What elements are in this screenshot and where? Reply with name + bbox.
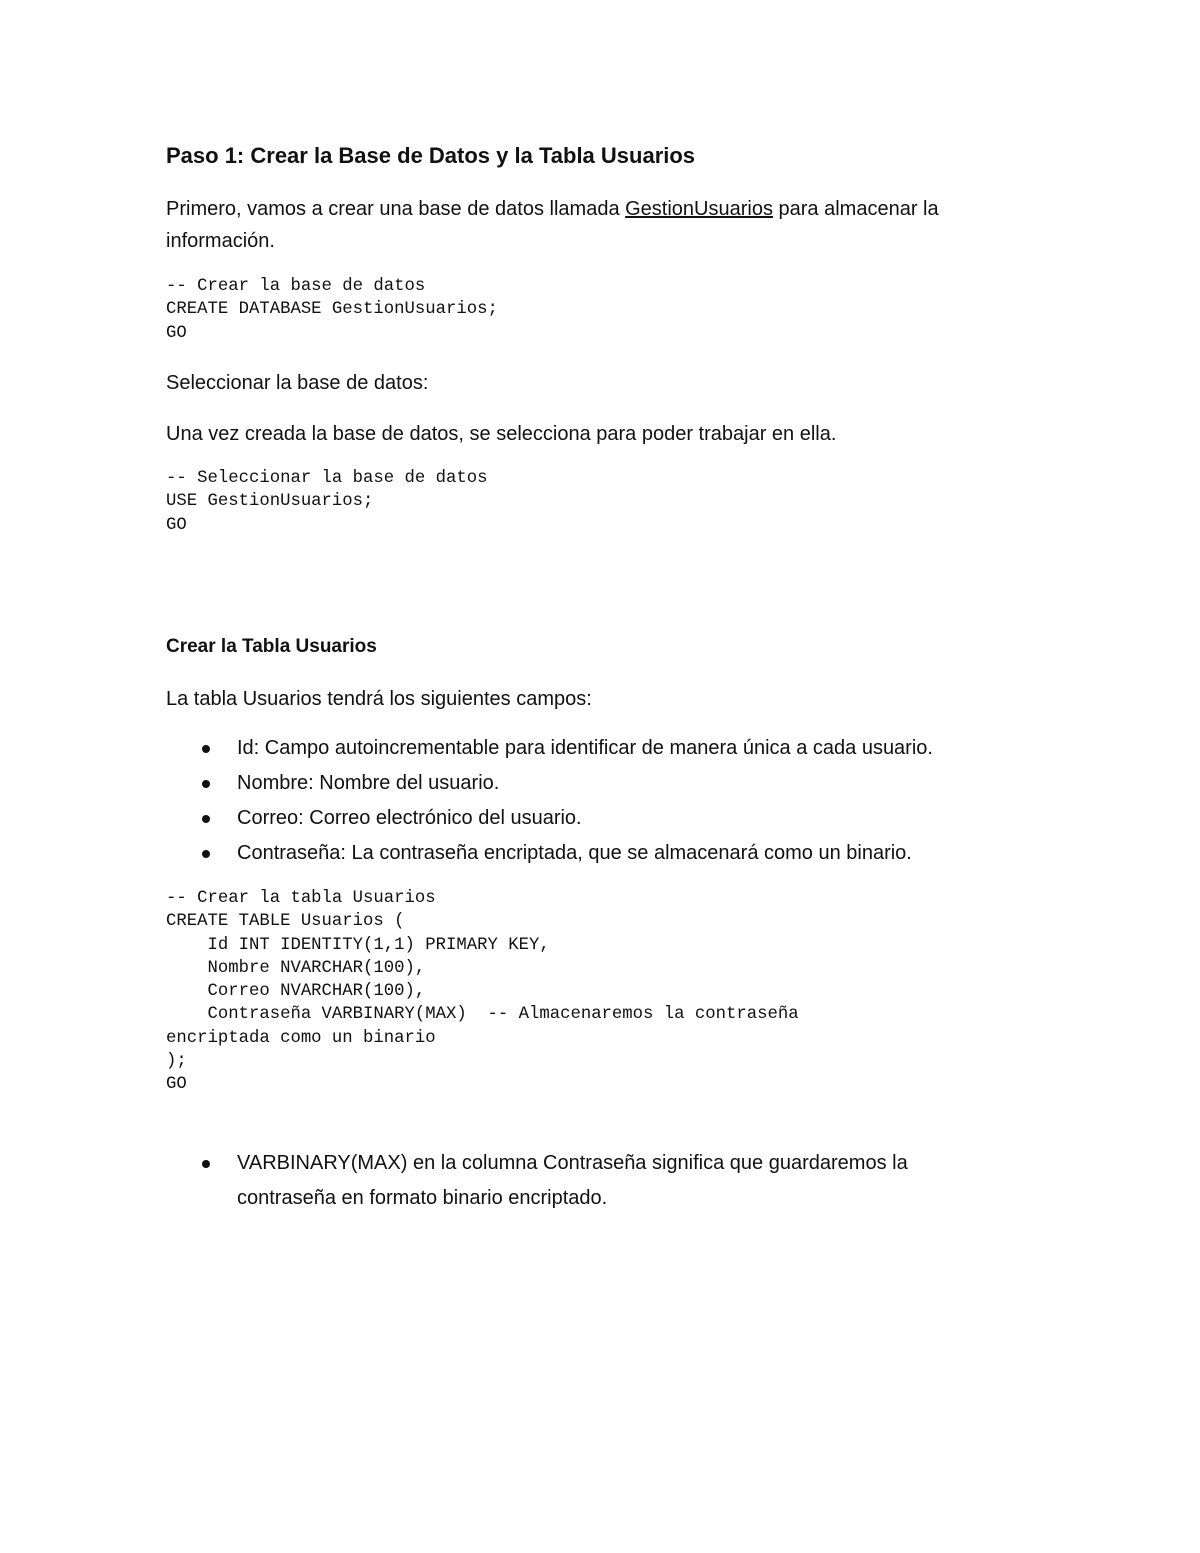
select-database-title: Seleccionar la base de datos: [166,372,429,394]
bullet-icon [202,745,210,753]
bullet-icon [202,850,210,858]
bullet-icon [202,780,210,788]
field-contrasena-text: Contraseña: La contraseña encriptada, que se almacenará como un binario. [237,842,912,864]
select-database-text: Una vez creada la base de datos, se selecciona para poder trabajar en ella. [166,423,837,445]
page-title: Paso 1: Crear la Base de Datos y la Tabla Usuarios [166,143,696,168]
bullet-icon [202,1160,210,1168]
list-item [166,801,1046,836]
section-heading-table: Crear la Tabla Usuarios [166,636,377,657]
code-block-create-table: -- Crear la tabla Usuarios CREATE TABLE Usuarios ( Id INT IDENTITY(1,1) PRIMARY KEY, Nombre NVARCHAR(100), Correo NVARCHAR(100), Contraseña VARBINARY(MAX) -- Almacenaremos la contraseña encriptada como un binario ); GO [166,889,799,1095]
note-list [166,1146,1046,1216]
intro-text-before: Primero, vamos a crear una base de datos llamada [166,198,626,220]
list-item [166,836,1046,871]
list-item [166,731,1046,766]
table-intro-text: La tabla Usuarios tendrá los siguientes campos: [166,688,592,710]
field-nombre-text: Nombre: Nombre del usuario. [237,772,500,794]
field-id-text: Id: Campo autoincrementable para identificar de manera única a cada usuario. [237,737,933,759]
database-name-link[interactable]: GestionUsuarios [625,198,773,220]
intro-text-after: para almacenar la información. [166,198,939,252]
document-page [166,0,1046,1553]
list-item [166,766,1046,801]
code-block-create-database: -- Crear la base de datos CREATE DATABASE GestionUsuarios; GO [166,277,498,343]
field-correo-text: Correo: Correo electrónico del usuario. [237,807,582,829]
intro-paragraph [166,193,1046,257]
varbinary-note-text: VARBINARY(MAX) en la columna Contraseña significa que guardaremos la contraseña en formato binario encriptado. [237,1152,908,1209]
fields-list [166,731,1046,871]
code-block-use-database: -- Seleccionar la base de datos USE GestionUsuarios; GO [166,469,488,535]
list-item [166,1146,997,1216]
bullet-icon [202,815,210,823]
